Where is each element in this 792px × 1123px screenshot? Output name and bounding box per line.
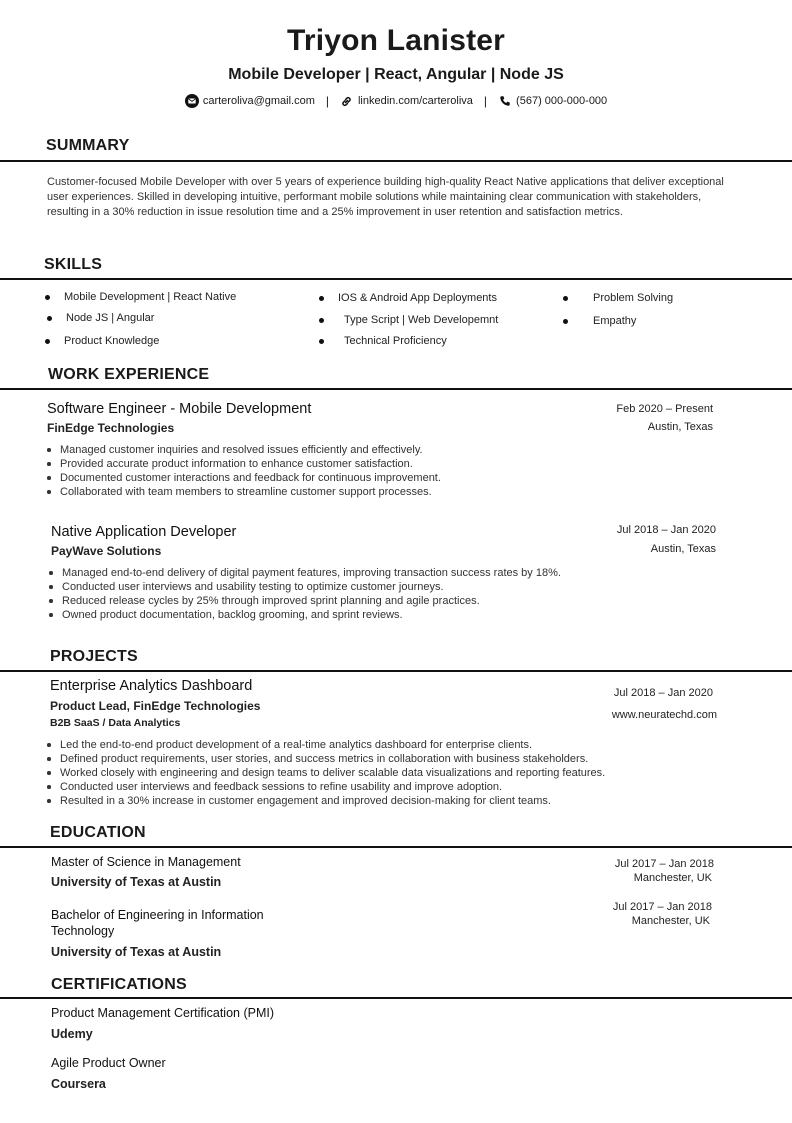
- contact-bar: [0, 94, 792, 108]
- section-divider: [0, 670, 792, 672]
- skill-label: Mobile Development | React Native: [64, 291, 237, 303]
- job-dates: Feb 2020 – Present: [616, 403, 713, 415]
- education-heading: EDUCATION: [50, 824, 146, 841]
- section-divider: [0, 388, 792, 390]
- section-divider: [0, 846, 792, 848]
- education-location: Manchester, UK: [631, 915, 710, 927]
- degree-line: Bachelor of Engineering in Information: [51, 908, 264, 922]
- skill-item: [47, 312, 154, 324]
- email-text[interactable]: carteroliva@gmail.com: [202, 95, 315, 107]
- summary-line: Customer-focused Mobile Developer with over 5 years of experience building high-quality React Native applications that deliver exceptional: [47, 176, 724, 188]
- list-item: Managed end-to-end delivery of digital payment features, improving transaction success rates by 18%.: [49, 566, 749, 580]
- list-item: Worked closely with engineering and design teams to deliver scalable data visualizations and reporting features.: [47, 766, 767, 780]
- email-contact[interactable]: [185, 94, 315, 108]
- company-name: PayWave Solutions: [51, 544, 162, 558]
- degree-name: Master of Science in Management: [51, 855, 241, 869]
- bullet-icon: [563, 296, 568, 301]
- skill-label: Node JS | Angular: [66, 312, 155, 324]
- section-divider: [0, 997, 792, 999]
- linkedin-contact[interactable]: [340, 94, 473, 108]
- project-role: Product Lead, FinEdge Technologies: [50, 699, 261, 713]
- project-tag: B2B SaaS / Data Analytics: [50, 717, 181, 729]
- project-bullets: [47, 738, 767, 808]
- skill-label: IOS & Android App Deployments: [338, 292, 497, 304]
- candidate-name: Triyon Lanister: [286, 24, 506, 57]
- phone-contact[interactable]: [498, 94, 607, 108]
- job-title: Native Application Developer: [51, 524, 237, 540]
- certifications-heading: CERTIFICATIONS: [51, 976, 187, 993]
- skill-item: [45, 291, 236, 303]
- job-bullets: [47, 443, 747, 499]
- mail-icon: [185, 94, 199, 108]
- skills-heading: SKILLS: [44, 256, 103, 273]
- summary-line: resulting in a 30% reduction in issue resolution time and a 25% improvement in user retention and satisfaction metrics.: [47, 206, 623, 218]
- certification-name: Product Management Certification (PMI): [51, 1006, 275, 1020]
- skill-item: [563, 315, 636, 327]
- job-location: Austin, Texas: [650, 543, 716, 555]
- job-location: Austin, Texas: [647, 421, 713, 433]
- degree-line: Technology: [51, 924, 115, 938]
- skill-label: Type Script | Web Developemnt: [344, 314, 499, 326]
- list-item: Defined product requirements, user stories, and success metrics in collaboration with business stakeholders.: [47, 752, 767, 766]
- certification-name: Agile Product Owner: [51, 1056, 166, 1070]
- school-name: University of Texas at Austin: [51, 945, 222, 959]
- section-divider: [0, 160, 792, 162]
- summary-heading: SUMMARY: [46, 137, 130, 154]
- skill-label: Empathy: [593, 315, 637, 327]
- list-item: Collaborated with team members to streamline customer support processes.: [47, 485, 747, 499]
- projects-heading: PROJECTS: [50, 648, 138, 665]
- contact-separator: |: [325, 94, 329, 108]
- skill-item: [45, 335, 159, 347]
- education-dates: Jul 2017 – Jan 2018: [614, 858, 714, 870]
- contact-separator: |: [483, 94, 488, 108]
- skill-label: Technical Proficiency: [344, 335, 447, 347]
- link-icon: [340, 94, 354, 108]
- skill-label: Problem Solving: [593, 292, 674, 304]
- school-name: University of Texas at Austin: [51, 875, 222, 889]
- bullet-icon: [563, 319, 568, 324]
- job-bullets: [49, 566, 749, 622]
- list-item: Provided accurate product information to enhance customer satisfaction.: [47, 457, 747, 471]
- list-item: Conducted user interviews and usability testing to optimize customer journeys.: [49, 580, 749, 594]
- summary-line: user experiences. Skilled in developing intuitive, performant mobile solutions while maintaining clear communication with stakeholders,: [47, 191, 702, 203]
- degree-name: [51, 907, 264, 939]
- list-item: Led the end-to-end product development of a real-time analytics dashboard for enterprise clients.: [47, 738, 767, 752]
- candidate-headline: Mobile Developer | React, Angular | Node JS: [228, 66, 564, 83]
- phone-icon: [498, 94, 512, 108]
- list-item: Documented customer interactions and feedback for continuous improvement.: [47, 471, 747, 485]
- summary-text: [47, 175, 757, 220]
- skill-item: [319, 335, 447, 347]
- bullet-icon: [319, 296, 324, 301]
- list-item: Resulted in a 30% increase in customer engagement and improved decision-making for client teams.: [47, 794, 767, 808]
- skill-label: Product Knowledge: [64, 335, 160, 347]
- list-item: Conducted user interviews and feedback sessions to refine usability and improve adoption.: [47, 780, 767, 794]
- experience-heading: WORK EXPERIENCE: [48, 366, 210, 383]
- bullet-icon: [319, 339, 324, 344]
- skill-item: [319, 292, 497, 304]
- list-item: Owned product documentation, backlog grooming, and sprint reviews.: [49, 608, 749, 622]
- phone-text[interactable]: (567) 000-000-000: [516, 95, 608, 107]
- job-dates: Jul 2018 – Jan 2020: [616, 524, 716, 536]
- skill-item: [319, 314, 498, 326]
- section-divider: [0, 278, 792, 280]
- skill-item: [563, 292, 673, 304]
- project-name: Enterprise Analytics Dashboard: [50, 678, 253, 694]
- bullet-icon: [319, 318, 324, 323]
- project-dates: Jul 2018 – Jan 2020: [613, 687, 713, 699]
- education-dates: Jul 2017 – Jan 2018: [612, 901, 712, 913]
- list-item: Managed customer inquiries and resolved issues efficiently and effectively.: [47, 443, 747, 457]
- company-name: FinEdge Technologies: [47, 421, 175, 435]
- certification-issuer: Udemy: [51, 1027, 93, 1041]
- project-url[interactable]: www.neuratechd.com: [611, 709, 717, 721]
- education-location: Manchester, UK: [633, 872, 712, 884]
- certification-issuer: Coursera: [51, 1077, 106, 1091]
- bullet-icon: [45, 339, 50, 344]
- job-title: Software Engineer - Mobile Development: [47, 401, 312, 417]
- bullet-icon: [45, 295, 50, 300]
- bullet-icon: [47, 316, 52, 321]
- linkedin-text[interactable]: linkedin.com/carteroliva: [357, 95, 473, 107]
- list-item: Reduced release cycles by 25% through improved sprint planning and agile practices.: [49, 594, 749, 608]
